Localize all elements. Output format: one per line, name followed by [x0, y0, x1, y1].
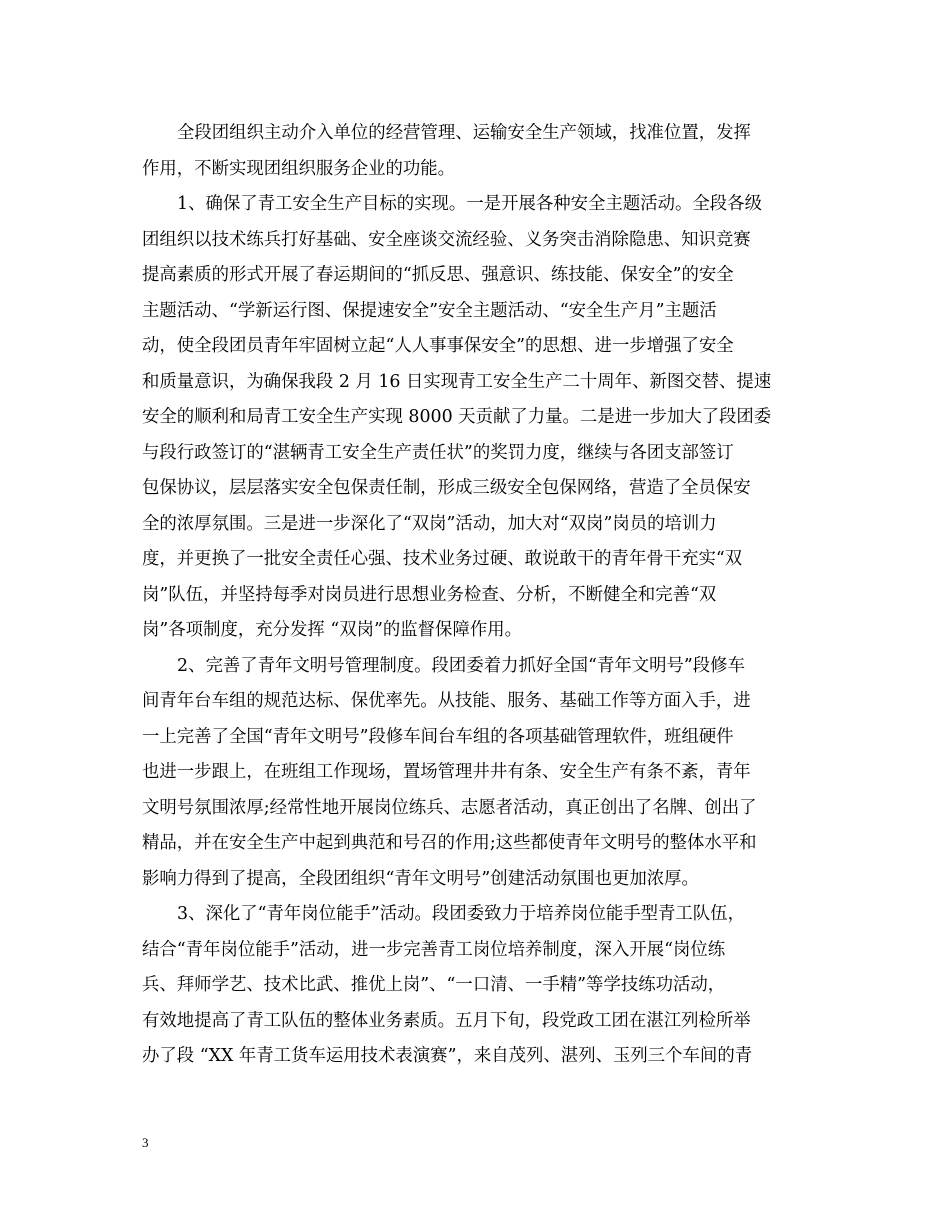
paragraph-line: 包保协议，层层落实安全包保责任制，形成三级安全包保网络，营造了全员保安 — [142, 478, 751, 498]
paragraph-line: 岗”队伍，并坚持每季对岗员进行思想业务检查、分析，不断健全和完善“双 — [142, 584, 717, 605]
page-number: 3 — [142, 1135, 149, 1150]
document-body — [142, 116, 810, 1075]
paragraph-line: 3、深化了“青年岗位能手”活动。段团委致力于培养岗位能手型青工队伍， — [177, 904, 745, 924]
paragraph-line: 安全的顺利和局青工安全生产实现 8000 天贡献了力量。二是进一步加大了段团委 — [142, 407, 772, 427]
paragraph-line: 和质量意识，为确保我段 2 月 16 日实现青工安全生产二十周年、新图交替、提速 — [142, 371, 772, 392]
paragraph-line: 一上完善了全国“青年文明号”段修车间台车组的各项基础管理软件，班组硬件 — [142, 726, 734, 747]
paragraph-line: 岗”各项制度，充分发挥 “双岗”的监督保障作用。 — [142, 620, 523, 640]
paragraph-line: 也进一步跟上，在班组工作现场，置场管理井井有条、安全生产有条不紊，青年 — [142, 762, 751, 782]
paragraph-line: 主题活动、“学新运行图、保提速安全”安全主题活动、“安全生产月”主题活 — [142, 300, 717, 321]
paragraph-line: 办了段 “XX 年青工货车运用技术表演赛”，来自茂列、湛列、玉列三个车间的青 — [142, 1046, 753, 1066]
paragraph-line: 全段团组织主动介入单位的经营管理、运输安全生产领域，找准位置，发挥 — [177, 123, 751, 143]
paragraph-line: 兵、拜师学艺、技术比武、推优上岗”、“一口清、一手精”等学技练功活动， — [142, 975, 726, 995]
paragraph-line: 间青年台车组的规范达标、保优率先。从技能、服务、基础工作等方面入手，进 — [142, 691, 751, 711]
paragraph-line: 精品，并在安全生产中起到典范和号召的作用;这些都使青年文明号的整体水平和 — [142, 833, 757, 853]
paragraph-line: 1、确保了青工安全生产目标的实现。一是开展各种安全主题活动。全段各级 — [177, 194, 762, 214]
paragraph-line: 有效地提高了青工队伍的整体业务素质。五月下旬，段党政工团在湛江列检所举 — [142, 1010, 751, 1031]
paragraph-line: 2、完善了青年文明号管理制度。段团委着力抓好全国“青年文明号”段修车 — [177, 655, 745, 676]
paragraph-line: 作用，不断实现团组织服务企业的功能。 — [142, 158, 456, 179]
paragraph-line: 结合“青年岗位能手”活动，进一步完善青工岗位培养制度，深入开展“岗位练 — [142, 939, 726, 960]
paragraph-line: 影响力得到了提高，全段团组织“青年文明号”创建活动氛围也更加浓厚。 — [142, 868, 699, 889]
paragraph-line: 团组织以技术练兵打好基础、安全座谈交流经验、义务突击消除隐患、知识竞赛 — [142, 229, 751, 250]
paragraph-line: 提高素质的形式开展了春运期间的“抓反思、强意识、练技能、保安全”的安全 — [142, 265, 734, 285]
paragraph-line: 与段行政签订的“湛辆青工安全生产责任状”的奖罚力度，继续与各团支部签订 — [142, 442, 734, 463]
paragraph-line: 度，并更换了一批安全责任心强、技术业务过硬、敢说敢干的青年骨干充实“双 — [142, 549, 743, 569]
paragraph-line: 动，使全段团员青年牢固树立起“人人事事保安全”的思想、进一步增强了安全 — [142, 336, 734, 356]
paragraph-line: 文明号氛围浓厚;经常性地开展岗位练兵、志愿者活动，真正创出了名牌、创出了 — [142, 797, 757, 818]
paragraph-line: 全的浓厚氛围。三是进一步深化了“双岗”活动，加大对“双岗”岗员的培训力 — [142, 513, 717, 534]
